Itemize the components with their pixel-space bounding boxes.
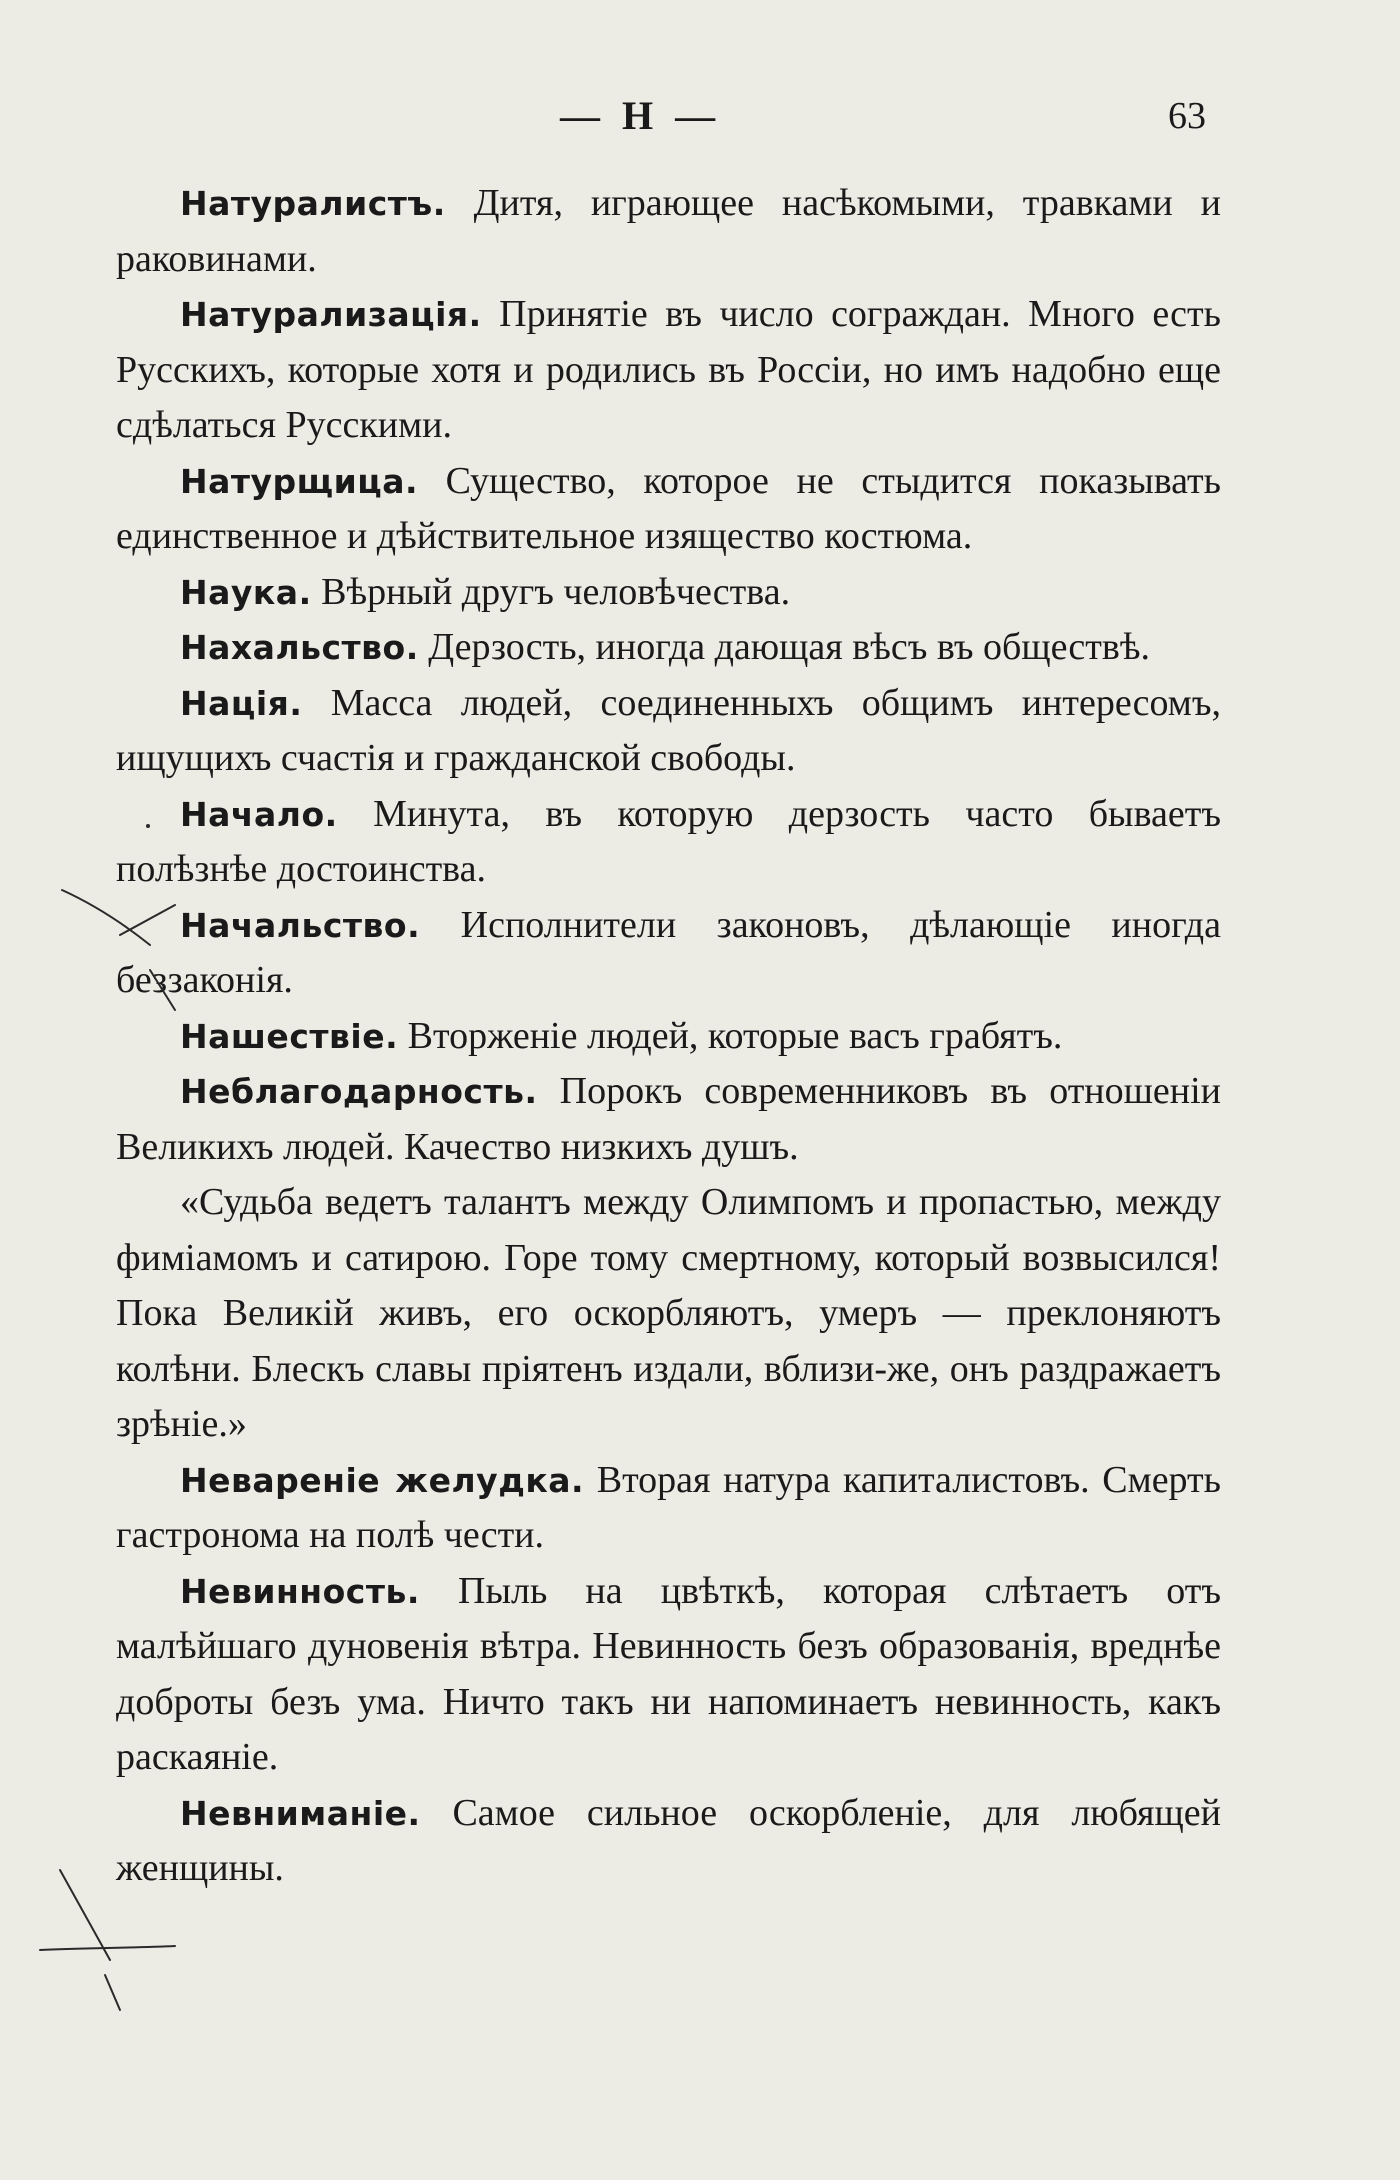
entry-indigestion [116, 1453, 1221, 1564]
entry-beginning [116, 787, 1221, 898]
entry-headword: Нахальство. [180, 628, 419, 667]
entry-model [116, 454, 1221, 565]
dictionary-text [116, 176, 1221, 1897]
entry-definition: Порокъ современниковъ въ отношеніи Великихъ людей. Качество низкихъ душъ. [116, 1070, 1221, 1168]
entry-impudence [116, 620, 1221, 676]
entry-headword: Неблагодарность. [180, 1072, 538, 1111]
entry-definition: Вторженіе людей, которые васъ грабятъ. [398, 1014, 1063, 1057]
pencil-stroke [40, 1946, 175, 1950]
entry-definition: Масса людей, соединенныхъ общимъ интересомъ, ищущихъ счастія и гражданской свободы. [116, 681, 1221, 779]
entry-innocence [116, 1564, 1221, 1786]
entry-headword: Наука. [180, 572, 312, 612]
entry-ingratitude [116, 1064, 1221, 1175]
entry-science [116, 565, 1221, 621]
entry-definition: Существо, которое не стыдится показывать единственное и дѣйствительное изящество костюма. [116, 459, 1221, 557]
entry-headword: Невниманіе. [180, 1793, 421, 1833]
page-header [0, 92, 1400, 142]
entry-definition: Дерзость, иногда дающая вѣсъ въ обществѣ. [418, 626, 1150, 668]
entry-definition: Вѣрный другъ человѣчества. [311, 570, 791, 613]
entry-naturalization [116, 287, 1221, 454]
entry-definition: Пыль на цвѣткѣ, которая слѣтаетъ отъ малѣйшаго дуновенія вѣтра. Невинность безъ образованія, вреднѣе доброты безъ ума. Ничто такъ ни напоминаетъ невинность, какъ раскаяніе. [116, 1569, 1221, 1778]
entry-definition: Дитя, играющее насѣкомыми, травками и раковинами. [116, 182, 1221, 280]
pencil-stroke [105, 1975, 120, 2010]
entry-inattention [116, 1786, 1221, 1897]
entry-definition: Самое сильное оскорбленіе, для любящей женщины. [116, 1791, 1221, 1889]
entry-invasion [116, 1009, 1221, 1065]
block-quote: «Судьба ведетъ талантъ между Олимпомъ и пропастью, между фиміамомъ и сатирою. Горе тому смертному, который возвысился! Пока Великій живъ, его оскорбляютъ, умеръ — преклоняютъ колѣни. Блескъ славы пріятенъ издали, вблизи-же, онъ раздражаетъ зрѣніе.» [116, 1181, 1221, 1445]
entry-definition: Вторая натура капиталистовъ. Смерть гастронома на полѣ чести. [116, 1458, 1221, 1556]
entry-headword: Нашествіе. [180, 1016, 399, 1056]
entry-headword: Натуралистъ. [180, 184, 446, 223]
entry-headword: Натурализація. [180, 295, 482, 334]
running-head: — Н — [560, 93, 722, 138]
entry-definition: Минута, въ которую дерзость часто бываетъ полѣзнѣе достоинства. [116, 792, 1221, 890]
entry-headword: Начало. [180, 794, 338, 834]
entry-naturalist [116, 176, 1221, 287]
entry-headword: Натурщица. [180, 461, 419, 501]
entry-headword: Начальство. [180, 905, 421, 945]
entry-authorities [116, 898, 1221, 1009]
entry-headword: Неваренiе желудка. [180, 1460, 585, 1500]
entry-headword: Невинность. [180, 1571, 420, 1611]
page-number: 63 [1168, 95, 1206, 137]
entry-nation [116, 676, 1221, 787]
entry-headword: Нація. [180, 683, 303, 723]
entry-definition: Принятіе въ число сограждан. Много есть Русскихъ, которые хотя и родились въ Россіи, но имъ надобно еще сдѣлаться Русскими. [116, 293, 1221, 446]
pencil-stroke [60, 1870, 110, 1960]
entry-definition: Исполнители законовъ, дѣлающіе иногда беззаконія. [116, 903, 1221, 1001]
